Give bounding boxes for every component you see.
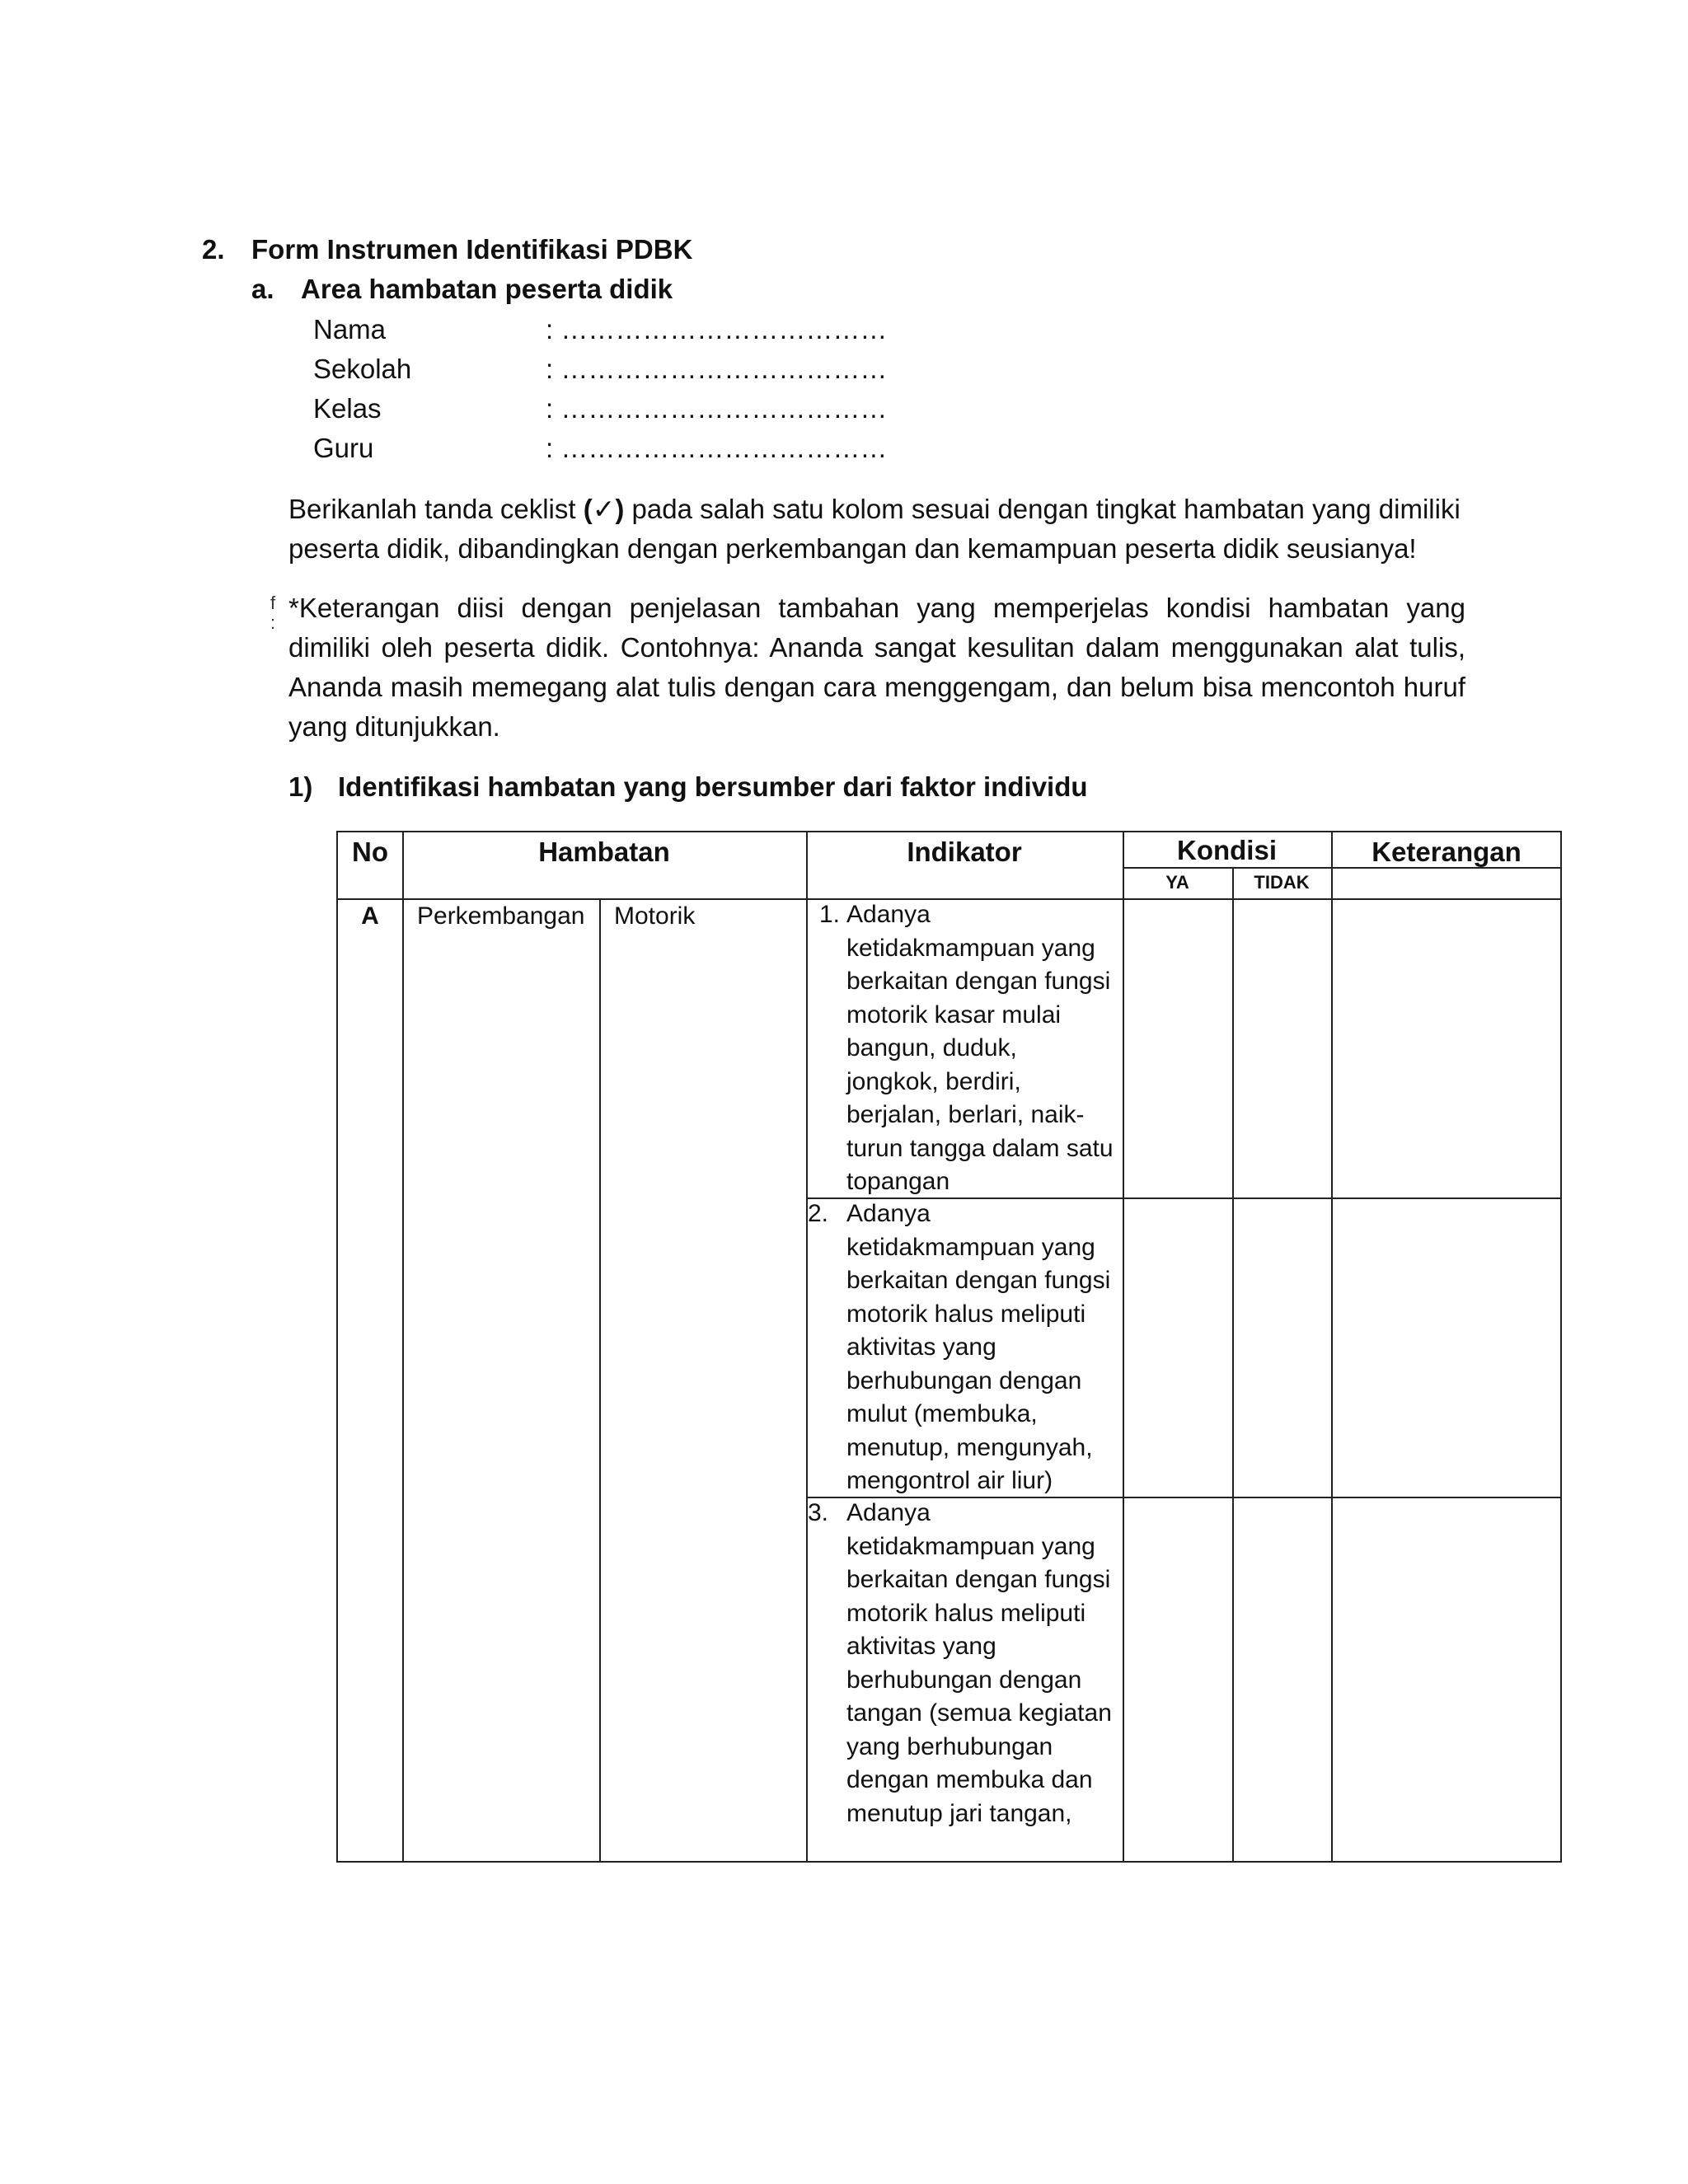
note-paragraph bbox=[288, 588, 1465, 747]
indicator-text: Adanya ketidakmampuan yang berkaitan dengan fungsi motorik kasar mulai bangun, duduk, jongkok, berdiri, berjalan, berlari, naik-turun tangga dalam satu topangan bbox=[846, 901, 1114, 1195]
table-divider bbox=[1232, 867, 1234, 1861]
table-divider bbox=[1123, 832, 1124, 1861]
header-indikator: Indikator bbox=[907, 837, 1022, 867]
row-no: A bbox=[361, 902, 379, 930]
indicator-number: 1. bbox=[819, 901, 841, 928]
row-category: Perkembangan bbox=[417, 902, 585, 930]
form-value-blank: : ……………………………… bbox=[546, 354, 888, 384]
header-ya: YA bbox=[1165, 872, 1189, 893]
form-label: Nama bbox=[313, 314, 387, 344]
form-value-blank: : ……………………………… bbox=[546, 433, 888, 463]
note-text: *Keterangan diisi dengan penjelasan tambahan yang memperjelas kondisi hambatan yang dimiliki oleh peserta didik. Contohnya: Ananda sangat kesulitan dalam menggunakan alat tulis, Ananda masih memegang alat tulis dengan cara menggengam, dan belum bisa mencontoh huruf yang ditunjukkan. bbox=[288, 593, 1465, 742]
table-heading-number: 1) bbox=[288, 771, 313, 802]
form-value-blank: : ……………………………… bbox=[546, 314, 888, 344]
table-divider bbox=[402, 832, 404, 1861]
margin-mark: f : bbox=[270, 593, 276, 633]
form-value-blank: : ……………………………… bbox=[546, 393, 888, 424]
table-divider bbox=[599, 898, 601, 1861]
section-title: Form Instrumen Identifikasi PDBK bbox=[251, 234, 693, 265]
subsection-heading bbox=[251, 273, 673, 306]
table-heading-title: Identifikasi hambatan yang bersumber dari faktor individu bbox=[338, 771, 1088, 802]
instruction-paragraph bbox=[288, 490, 1465, 569]
section-heading bbox=[202, 233, 692, 266]
indicator-text: Adanya ketidakmampuan yang berkaitan dengan fungsi motorik halus meliputi aktivitas yang berhubungan dengan mulut (membuka, menutup, mengunyah, mengontrol air liur) bbox=[846, 1200, 1111, 1494]
header-no: No bbox=[352, 837, 388, 867]
header-tidak: TIDAK bbox=[1254, 872, 1310, 893]
instruction-text-before: Berikanlah tanda ceklist bbox=[288, 494, 584, 524]
subsection-title: Area hambatan peserta didik bbox=[301, 274, 673, 304]
table-divider bbox=[806, 832, 808, 1861]
indicator-number: 2. bbox=[808, 1200, 829, 1227]
table-divider bbox=[1331, 832, 1333, 1861]
table-heading bbox=[288, 771, 1088, 804]
indicator-text: Adanya ketidakmampuan yang berkaitan dengan fungsi motorik halus meliputi aktivitas yang berhubungan dengan tangan (semua kegiatan yang berhubungan dengan membuka dan menutup jari tangan, bbox=[846, 1499, 1112, 1827]
indicator-number: 3. bbox=[808, 1499, 829, 1526]
instruction-text-after: pada salah satu kolom sesuai dengan tingkat hambatan yang dimiliki peserta didik, dibandingkan dengan perkembangan dan kemampuan peserta didik seusianya! bbox=[288, 494, 1461, 564]
form-label: Guru bbox=[313, 433, 374, 463]
section-number: 2. bbox=[202, 234, 225, 265]
row-subcategory: Motorik bbox=[614, 902, 696, 930]
subsection-letter: a. bbox=[251, 274, 274, 304]
header-hambatan: Hambatan bbox=[538, 837, 670, 867]
form-label: Sekolah bbox=[313, 354, 412, 384]
header-kondisi: Kondisi bbox=[1177, 835, 1277, 865]
header-keterangan: Keterangan bbox=[1372, 837, 1522, 867]
form-label: Kelas bbox=[313, 393, 382, 424]
check-mark-icon: (✓) bbox=[583, 494, 625, 524]
